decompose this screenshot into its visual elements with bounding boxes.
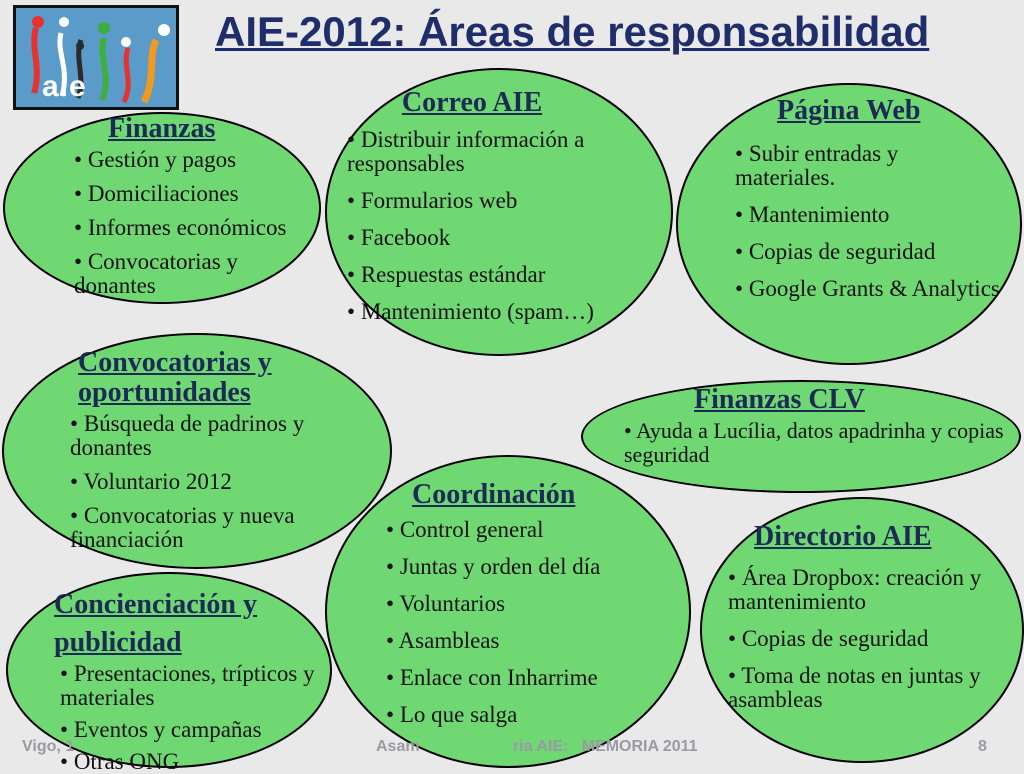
list-item: • Control general bbox=[386, 518, 676, 542]
list-item: • Toma de notas en juntas y asambleas bbox=[728, 664, 1022, 712]
finanzas-clv-title: Finanzas CLV bbox=[694, 384, 865, 415]
list-item: • Asambleas bbox=[386, 629, 676, 653]
finanzas-title: Finanzas bbox=[108, 113, 216, 144]
list-item: • Google Grants & Analytics bbox=[735, 277, 1000, 301]
directorio-title: Directorio AIE bbox=[754, 521, 932, 552]
list-item: • Domiciliaciones bbox=[74, 182, 314, 206]
logo-text: aie bbox=[42, 70, 87, 103]
list-item: • Mantenimiento bbox=[735, 203, 1000, 227]
list-item: • Facebook bbox=[347, 226, 647, 250]
list-item: • Informes económicos bbox=[74, 216, 314, 240]
bubble-finanzas-content bbox=[74, 114, 314, 308]
coordinacion-title: Coordinación bbox=[412, 479, 576, 510]
list-item: • Copias de seguridad bbox=[728, 627, 1022, 651]
list-item: • Ayuda a Lucília, datos apadrinha y copias seguridad bbox=[624, 419, 1022, 467]
web-list bbox=[735, 142, 1000, 301]
convocatorias-list bbox=[70, 412, 370, 552]
bubble-directorio-content bbox=[728, 522, 1022, 725]
concienciacion-list bbox=[60, 662, 326, 774]
list-item: • Eventos y campañas bbox=[60, 718, 326, 742]
list-item: • Mantenimiento (spam…) bbox=[347, 300, 647, 324]
list-item: • Subir entradas y materiales. bbox=[735, 142, 1000, 190]
correo-list bbox=[347, 128, 647, 324]
concienciacion-title: Concienciación y publicidad bbox=[54, 589, 257, 658]
aie-logo bbox=[13, 5, 179, 110]
list-item: • Convocatorias y nueva financiación bbox=[70, 504, 370, 552]
list-item: • Área Dropbox: creación y mantenimiento bbox=[728, 566, 1022, 614]
bubble-concienciacion-content bbox=[54, 586, 326, 774]
list-item: • Voluntario 2012 bbox=[70, 470, 370, 494]
list-item: • Lo que salga bbox=[386, 703, 676, 727]
list-item: • Juntas y orden del día bbox=[386, 555, 676, 579]
logo-figures-icon bbox=[16, 8, 176, 107]
convocatorias-title: Convocatorias y oportunidades bbox=[78, 347, 272, 408]
list-item: • Convocatorias y donantes bbox=[74, 250, 314, 298]
correo-title: Correo AIE bbox=[401, 87, 543, 118]
list-item: • Presentaciones, trípticos y materiales bbox=[60, 662, 326, 710]
footer-memoria: Asam ria AIE: MEMORIA 2011 bbox=[376, 738, 698, 755]
finanzas-clv-list bbox=[624, 419, 1022, 467]
directorio-list bbox=[728, 566, 1022, 712]
web-title: Página Web bbox=[777, 95, 921, 126]
list-item: • Enlace con Inharrime bbox=[386, 666, 676, 690]
list-item: • Voluntarios bbox=[386, 592, 676, 616]
list-item: • Respuestas estándar bbox=[347, 263, 647, 287]
list-item: • Distribuir información a responsables bbox=[347, 128, 647, 176]
list-item: • Formularios web bbox=[347, 189, 647, 213]
list-item: • Búsqueda de padrinos y donantes bbox=[70, 412, 370, 460]
bubble-convocatorias-content bbox=[70, 348, 370, 562]
list-item: • Otras ONG bbox=[60, 750, 326, 774]
footer-page-number: 8 bbox=[978, 738, 987, 755]
bubble-web-content bbox=[735, 96, 1000, 314]
bubble-finanzas-clv-content bbox=[624, 385, 1022, 480]
coordinacion-list bbox=[386, 518, 676, 727]
footer-location: Vigo, 1 bbox=[22, 738, 75, 755]
list-item: • Copias de seguridad bbox=[735, 240, 1000, 264]
bubble-coordinacion-content bbox=[386, 480, 676, 740]
list-item: • Gestión y pagos bbox=[74, 148, 314, 172]
bubble-correo-content bbox=[347, 88, 647, 337]
page-title: AIE-2012: Áreas de responsabilidad bbox=[215, 8, 930, 55]
finanzas-list bbox=[74, 148, 314, 298]
